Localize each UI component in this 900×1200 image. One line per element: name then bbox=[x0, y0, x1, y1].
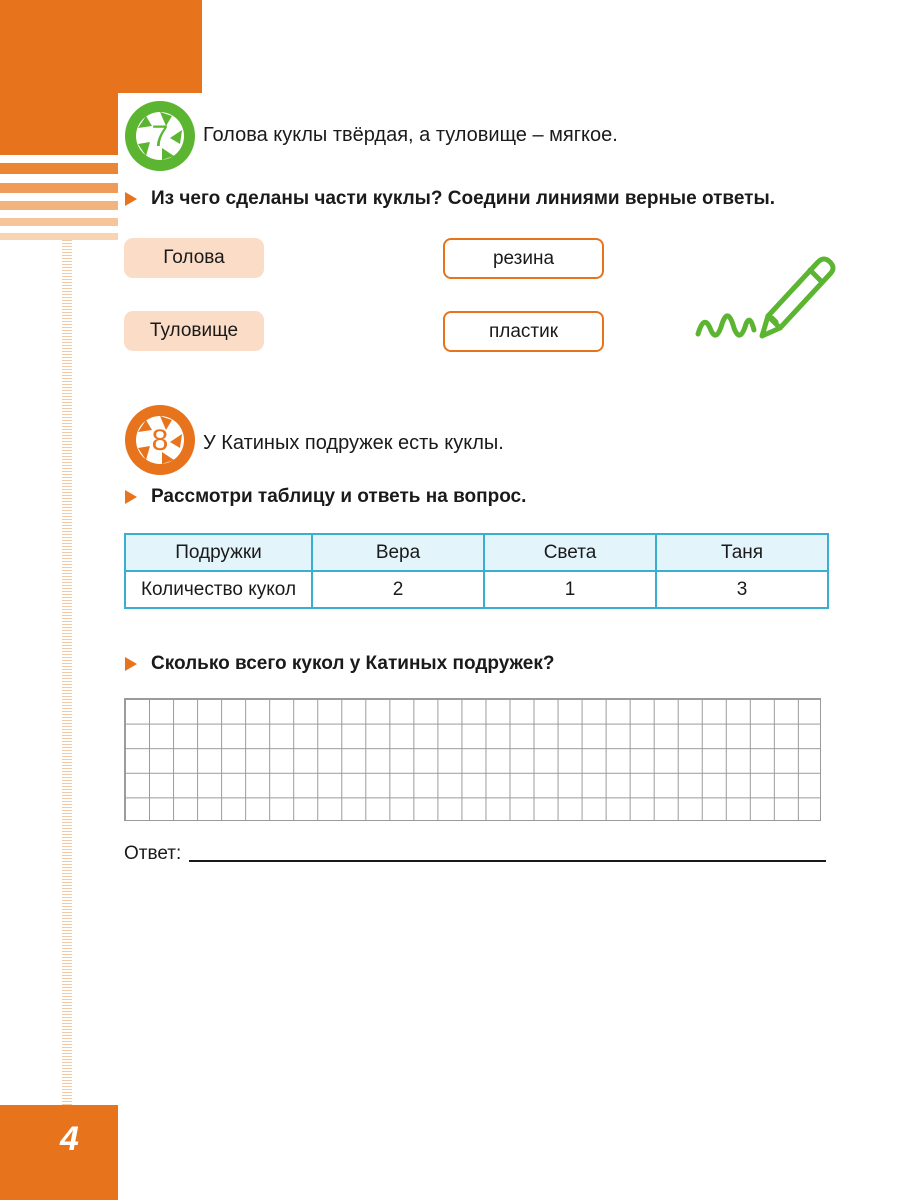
task8-instruction-text: Рассмотри таблицу и ответь на вопрос. bbox=[151, 486, 527, 507]
task8-number: 8 bbox=[151, 424, 169, 457]
decor-stripe bbox=[0, 163, 118, 174]
answer-grid[interactable] bbox=[124, 698, 821, 821]
decor-stripe bbox=[0, 183, 118, 193]
table-cell: 1 bbox=[484, 571, 656, 608]
arrow-icon bbox=[125, 657, 137, 671]
decor-dotted-line bbox=[62, 240, 72, 1105]
material-box-rubber[interactable]: резина bbox=[443, 238, 604, 279]
aperture-icon bbox=[124, 404, 196, 476]
part-box-head[interactable]: Голова bbox=[124, 238, 264, 278]
task8-question bbox=[125, 653, 554, 675]
answer-line[interactable] bbox=[189, 860, 826, 862]
dolls-table bbox=[124, 533, 829, 609]
corner-orange-block bbox=[0, 0, 202, 93]
decor-stripe bbox=[0, 201, 118, 210]
task7-statement: Голова куклы твёрдая, а туловище – мягкое. bbox=[203, 124, 618, 146]
table-cell: 3 bbox=[656, 571, 828, 608]
orange-strip bbox=[0, 93, 118, 155]
decor-stripe bbox=[0, 218, 118, 226]
table-cell: Количество кукол bbox=[125, 571, 312, 608]
table-header-cell: Таня bbox=[656, 534, 828, 571]
task8-question-text: Сколько всего кукол у Катиных подружек? bbox=[151, 653, 555, 674]
table-row bbox=[125, 571, 828, 608]
material-box-plastic[interactable]: пластик bbox=[443, 311, 604, 352]
table-cell: 2 bbox=[312, 571, 484, 608]
arrow-icon bbox=[125, 490, 137, 504]
part-box-body[interactable]: Туловище bbox=[124, 311, 264, 351]
answer-label: Ответ: bbox=[124, 843, 182, 864]
arrow-icon bbox=[125, 192, 137, 206]
task7-instruction-text: Из чего сделаны части куклы? Соедини линиями верные ответы. bbox=[151, 188, 775, 209]
pencil-icon bbox=[690, 244, 840, 354]
aperture-icon bbox=[124, 100, 196, 172]
table-header-cell: Света bbox=[484, 534, 656, 571]
table-header-row bbox=[125, 534, 828, 571]
decor-stripe bbox=[0, 233, 118, 240]
table-header-cell: Подружки bbox=[125, 534, 312, 571]
task7-instruction bbox=[125, 188, 775, 210]
page-number: 4 bbox=[60, 1120, 79, 1158]
task7-number: 7 bbox=[151, 120, 169, 153]
task8-statement: У Катиных подружек есть куклы. bbox=[203, 432, 504, 454]
task8-instruction bbox=[125, 486, 526, 508]
table-header-cell: Вера bbox=[312, 534, 484, 571]
page-number-box bbox=[0, 1105, 118, 1200]
